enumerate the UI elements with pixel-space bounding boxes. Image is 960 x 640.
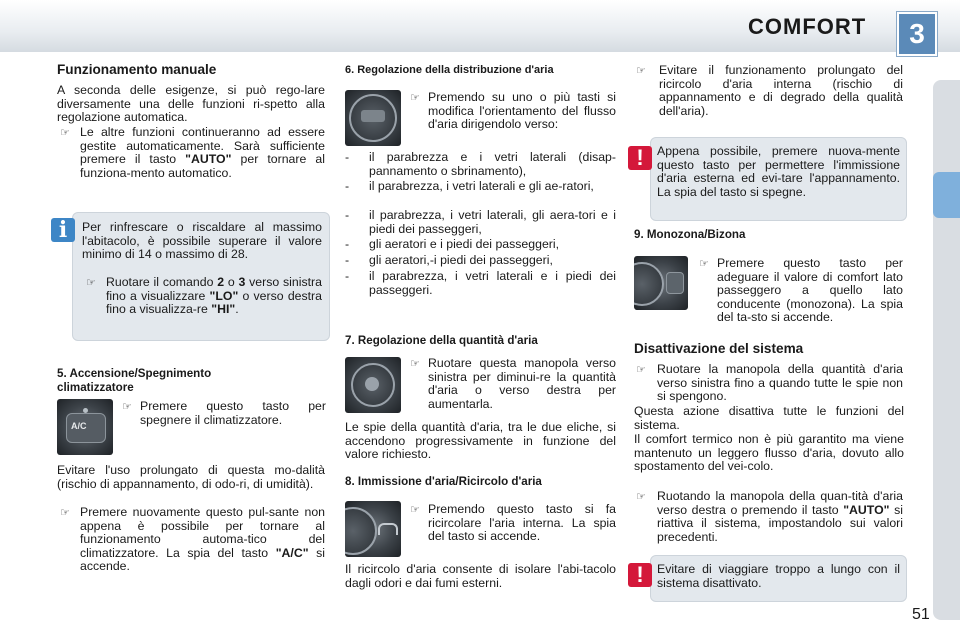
list-dash: - — [345, 237, 350, 251]
bullet-icon: ☞ — [410, 357, 420, 370]
list-dash: - — [345, 150, 350, 164]
fan-knob-photo — [345, 357, 401, 413]
info-bullet: Ruotare il comando 2 o 3 verso sinistra fino a visualizzare "LO" o verso destra fino a visualizza-re "HI". — [106, 275, 322, 317]
ac-bullet: Premere questo tasto per spegnere il climatizzatore. — [140, 399, 326, 427]
list-item: il parabrezza, i vetri laterali e gli ae-ratori, — [369, 179, 594, 193]
system-off-bullet: Ruotare la manopola della quantità d'aria verso sinistra fino a quando tutte le spie non si spengono. — [657, 362, 903, 404]
warning-text-1: Appena possibile, premere nuova-mente questo tasto per permettere l'immissione d'aria esterna ed evi-tare l'appannamento. La spia del tasto si spegne. — [657, 144, 900, 199]
info-text: Per rinfrescare o riscaldare al massimo l'abitacolo, è possibile superare il valore minimo di 14 o massimo di 28. — [82, 220, 322, 262]
air-quantity-bullet: Ruotare questa manopola verso sinistra per diminui-re la quantità d'aria o verso destra per aumentarla. — [428, 356, 616, 411]
bullet-icon: ☞ — [410, 91, 420, 104]
air-quantity-paragraph: Le spie della quantità d'aria, tra le due eliche, si accendono progressivamente in funzione del valore richiesto. — [345, 420, 616, 462]
bullet-icon: ☞ — [636, 490, 646, 503]
system-off-paragraph-2: Il comfort termico non è più garantito ma viene mantenuto un leggero flusso d'aria, dovuto allo spostamento del vei-colo. — [634, 432, 904, 474]
bullet-icon: ☞ — [86, 276, 96, 289]
page-number: 51 — [912, 606, 930, 623]
heading-air-distribution: 6. Regolazione della distribuzione d'aria — [345, 64, 554, 76]
mono-bullet: Premere questo tasto per adeguare il valore di comfort lato passeggero a quello lato conducente (monozona). La spia del ta-sto si accende. — [717, 256, 903, 325]
system-off-paragraph-1: Questa azione disattiva tutte le funzioni del sistema. — [634, 404, 904, 432]
list-item: il parabrezza, i vetri laterali, gli aera-tori e i piedi dei passeggeri, — [369, 208, 616, 236]
warning-text-2: Evitare di viaggiare troppo a lungo con il sistema disattivato. — [657, 562, 900, 590]
bullet-icon: ☞ — [60, 506, 70, 519]
bullet-icon: ☞ — [699, 257, 709, 270]
heading-recirculation: 8. Immissione d'aria/Ricircolo d'aria — [345, 475, 542, 488]
bullet-icon: ☞ — [636, 363, 646, 376]
ac-label: A/C — [71, 421, 87, 431]
ac-paragraph: Evitare l'uso prolungato di questa mo-dalità (rischio di appannamento, di odo-ri, di umidità). — [57, 463, 325, 491]
distribution-photo — [345, 90, 401, 146]
page-title: COMFORT — [748, 14, 867, 39]
bullet-icon: ☞ — [410, 503, 420, 516]
paragraph-intro: A seconda delle esigenze, si può rego-lare diversamente una delle funzioni ri-spetto alla regolazione automatica. — [57, 83, 325, 125]
heading-system-off: Disattivazione del sistema — [634, 341, 804, 356]
chapter-tab — [933, 172, 960, 218]
list-dash: - — [345, 269, 350, 283]
chapter-number: 3 — [897, 12, 937, 56]
list-item: il parabrezza, i vetri laterali e i piedi dei passeggeri. — [369, 269, 616, 297]
recirculation-warning-bullet: Evitare il funzionamento prolungato del ricircolo d'aria interna (rischio di appannamento e di degrado della qualità dell'aria). — [659, 63, 903, 118]
ac-button-photo — [57, 399, 113, 455]
heading-manual-operation: Funzionamento manuale — [57, 62, 217, 77]
recirculation-paragraph: Il ricircolo d'aria consente di isolare l'abi-tacolo dagli odori e dai fumi esterni. — [345, 562, 616, 590]
recirculation-photo — [345, 501, 401, 557]
list-dash: - — [345, 179, 350, 193]
system-on-bullet: Ruotando la manopola della quan-tità d'aria verso destra o premendo il tasto "AUTO" si riattiva il sistema, impostandolo sui valori precedenti. — [657, 489, 903, 544]
list-item: gli aeratori,-i piedi dei passeggeri, — [369, 253, 553, 267]
heading-air-quantity: 7. Regolazione della quantità d'aria — [345, 334, 538, 347]
bullet-icon: ☞ — [636, 64, 646, 77]
bullet-icon: ☞ — [60, 126, 70, 139]
heading-mono-bizone: 9. Monozona/Bizona — [634, 228, 746, 241]
side-strip — [933, 80, 960, 620]
led-icon — [83, 408, 88, 413]
ac-bullet-2: Premere nuovamente questo pul-sante non appena è possibile per tornare al funzionamento automa-tico del climatizzatore. La spia del tasto "A/C" si accende. — [80, 505, 325, 574]
recirculation-bullet: Premendo questo tasto si fa ricircolare l'aria interna. La spia del tasto si accende. — [428, 502, 616, 544]
warning-icon: ! — [628, 563, 652, 587]
distribution-bullet: Premendo su uno o più tasti si modifica l'orientamento del flusso d'aria dirigendolo verso: — [428, 90, 616, 132]
bullet-icon: ☞ — [122, 400, 132, 413]
warning-icon: ! — [628, 146, 652, 170]
list-item: il parabrezza e i vetri laterali (disap-pannamento o sbrinamento), — [369, 150, 616, 178]
info-icon: i — [51, 218, 75, 242]
list-dash: - — [345, 208, 350, 222]
list-dash: - — [345, 253, 350, 267]
recirculation-icon — [378, 523, 398, 535]
list-item: gli aeratori e i piedi dei passeggeri, — [369, 237, 560, 251]
bullet-auto: Le altre funzioni continueranno ad essere gestite automaticamente. Sarà sufficiente premere il tasto "AUTO" per tornare al funziona-mento automatico. — [80, 125, 325, 180]
heading-ac-onoff: 5. Accensione/Spegnimento climatizzatore — [57, 367, 212, 394]
mono-button-photo — [634, 256, 688, 310]
